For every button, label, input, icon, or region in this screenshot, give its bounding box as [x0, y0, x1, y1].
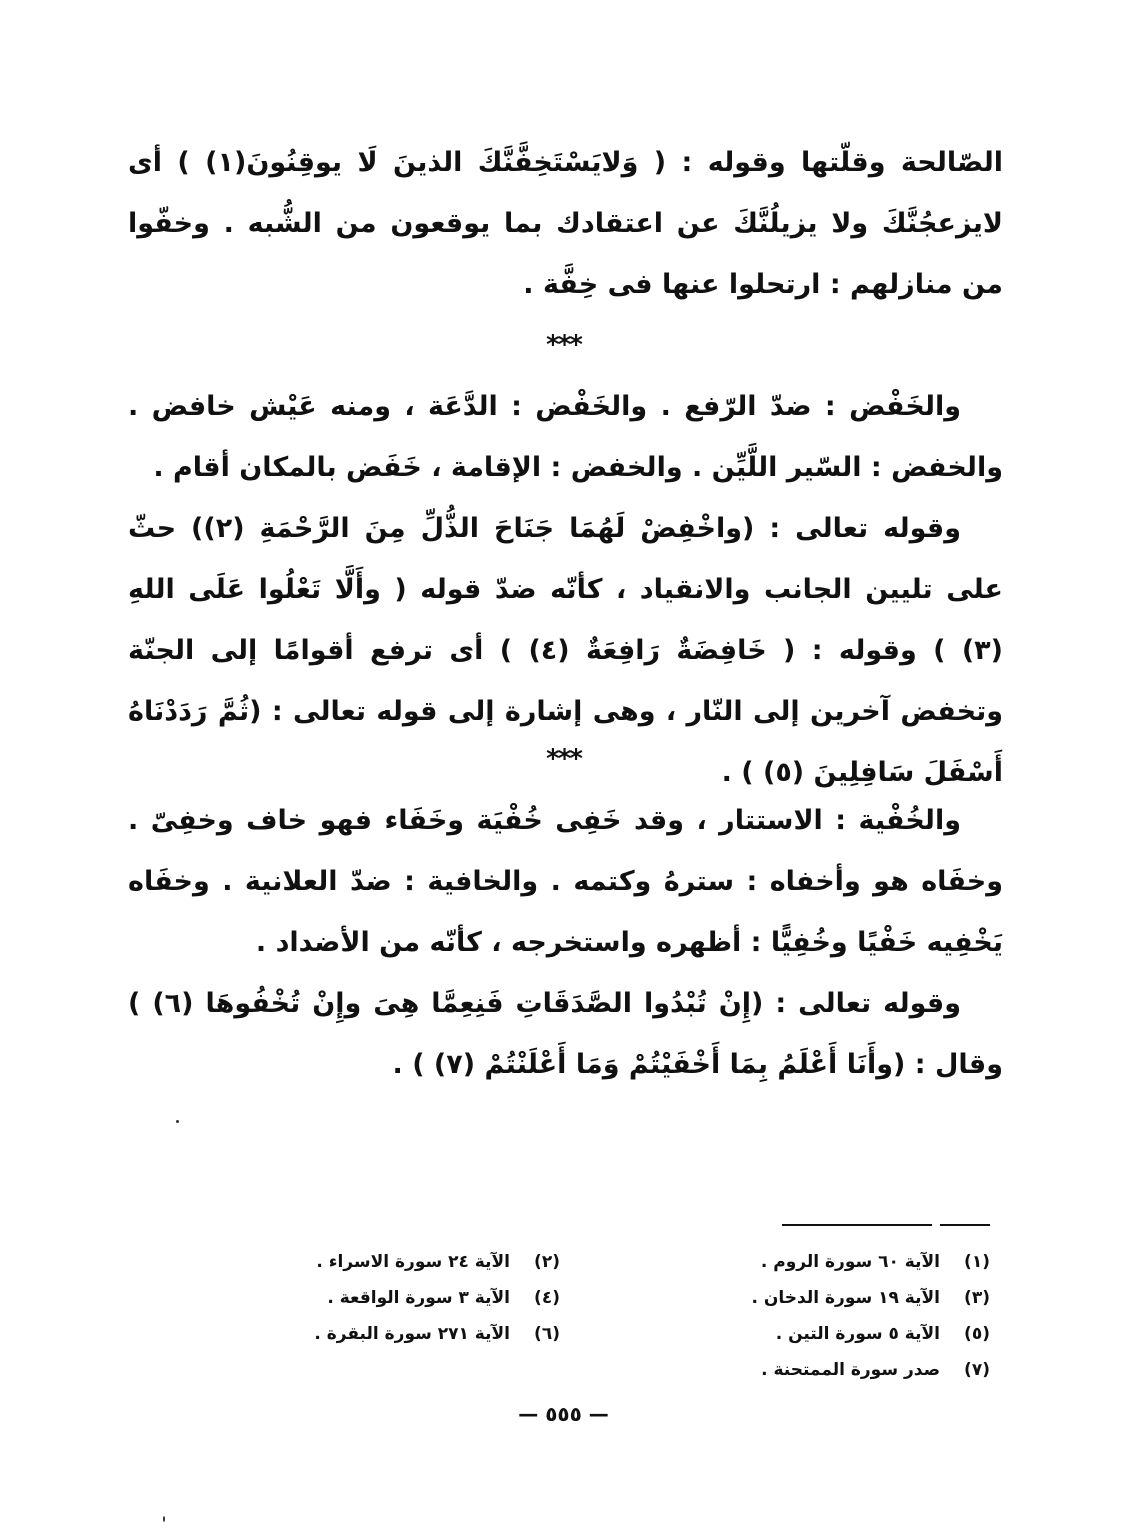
footnote-rule-long	[782, 1224, 932, 1226]
text-block-2	[128, 376, 1003, 803]
footnote-5	[660, 1316, 990, 1352]
separator-stars-1: ***	[546, 330, 581, 360]
footnote-2	[230, 1244, 560, 1280]
paragraph-2: والخَفْض : ضدّ الرّفع . والخَفْض : الدَّعَة ، ومنه عَيْش خافض . والخفض : السّير اللَّيِّن . والخفض : الإقامة ، خَفَض بالمكان أقام .	[128, 391, 1003, 483]
text-block-1	[128, 132, 1003, 315]
footnote-text: الآية ٢٧١ سورة البقرة .	[314, 1324, 510, 1344]
footnote-number: (٦)	[534, 1324, 560, 1344]
footnote-number: (١)	[964, 1252, 990, 1272]
paragraph-5: وقوله تعالى : (إِنْ تُبْدُوا الصَّدَقَاتِ فَنِعِمَّا هِىَ وإِنْ تُخْفُوهَا (٦) ) وقال : (وأَنَا أَعْلَمُ بِمَا أَخْفَيْتُمْ وَمَا أَعْلَنْتُمْ (٧) ) .	[128, 988, 1003, 1080]
footnote-number: (٤)	[534, 1288, 560, 1308]
footnote-text: صدر سورة الممتحنة .	[761, 1360, 940, 1380]
scan-speck	[176, 1120, 179, 1123]
footnote-6	[230, 1316, 560, 1352]
footnote-rule-short	[940, 1224, 990, 1226]
footnote-text: الآية ٢٤ سورة الاسراء .	[316, 1252, 510, 1272]
text-block-3	[128, 790, 1003, 1095]
footnote-4	[230, 1280, 560, 1316]
footnote-text: الآية ١٩ سورة الدخان .	[751, 1288, 940, 1308]
footnote-3	[660, 1280, 990, 1316]
scan-speck	[163, 1516, 165, 1522]
paragraph-1: الصّالحة وقلّتها وقوله : ( وَلايَسْتَخِفَّنَّكَ الذينَ لَا يوقِنُونَ(١) ) أى لايزعجُنَّكَ ولا يزيلُنَّكَ عن اعتقادك بما يوقعون من الشُّبه . وخفّوا من منازلهم : ارتحلوا عنها فى خِفَّة .	[128, 147, 1004, 300]
footnote-1	[660, 1244, 990, 1280]
footnotes-left-column	[230, 1244, 560, 1352]
footnote-text: الآية ٣ سورة الواقعة .	[327, 1288, 510, 1308]
footnote-number: (٣)	[964, 1288, 990, 1308]
footnote-7	[660, 1352, 990, 1388]
footnote-number: (٥)	[964, 1324, 990, 1344]
page-number: — ٥٥٥ —	[518, 1402, 609, 1426]
paragraph-3: وقوله تعالى : (واخْفِضْ لَهُمَا جَنَاحَ الذُّلِّ مِنَ الرَّحْمَةِ (٢)) حثّ على تليين الجانب والانقياد ، كأنّه ضدّ قوله ( وأَلَّا تَعْلُوا عَلَى اللهِ (٣) ) وقوله : ( خَافِضَةٌ رَافِعَةٌ (٤) ) أى ترفع أقوامًا إلى الجنّة وتخفض آخرين إلى النّار ، وهى إشارة إلى قوله تعالى : (ثُمَّ رَدَدْنَاهُ أَسْفَلَ سَافِلِينَ (٥) ) .	[128, 513, 1003, 788]
footnotes-right-column	[660, 1244, 990, 1388]
footnote-number: (٢)	[534, 1252, 560, 1272]
separator-stars-2: ***	[546, 744, 581, 774]
footnote-text: الآية ٥ سورة التين .	[775, 1324, 940, 1344]
footnote-text: الآية ٦٠ سورة الروم .	[760, 1252, 940, 1272]
paragraph-4: والخُفْية : الاستتار ، وقد خَفِى خُفْيَة وخَفَاء فهو خاف وخفِىّ . وخفَاه هو وأخفاه : سترهُ وكتمه . والخافية : ضدّ العلانية . وخفَاه يَخْفِيه خَفْيًا وخُفِيًّا : أظهره واستخرجه ، كأنّه من الأضداد .	[128, 805, 1003, 958]
footnote-number: (٧)	[964, 1360, 990, 1380]
